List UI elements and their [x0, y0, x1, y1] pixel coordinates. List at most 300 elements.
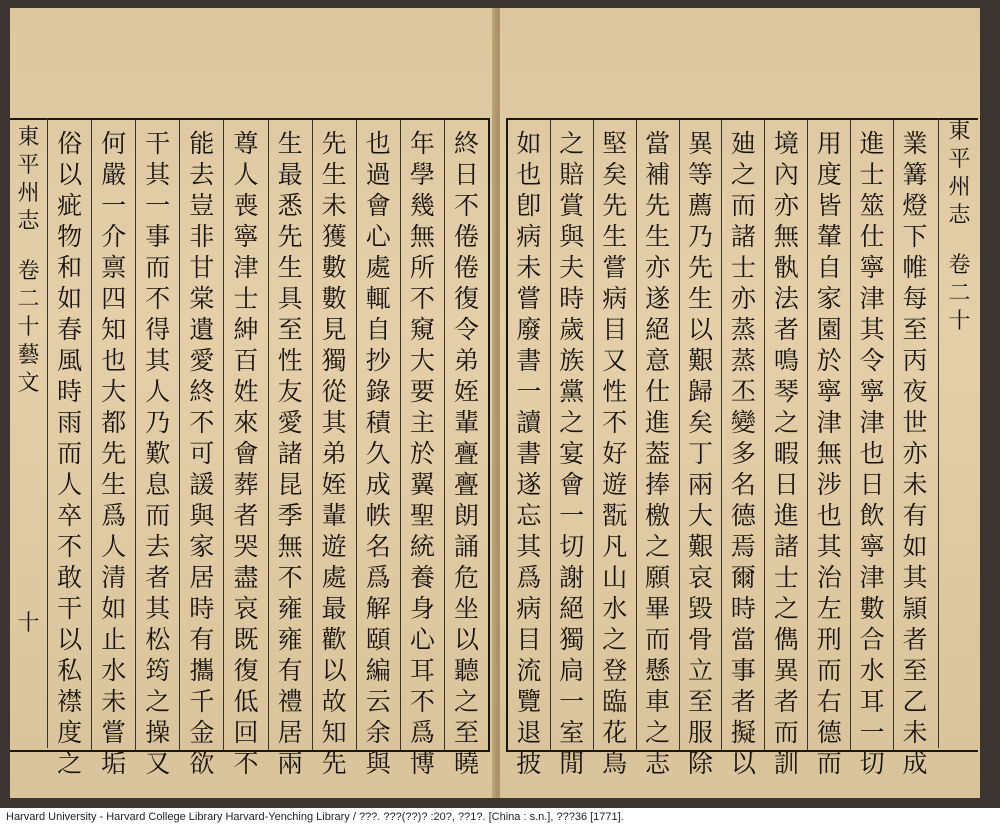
glyph: 輩	[453, 408, 479, 437]
glyph: 兩	[277, 749, 303, 778]
glyph: 頴	[902, 594, 928, 623]
glyph: 爾	[730, 563, 756, 592]
glyph: 亦	[773, 191, 799, 220]
glyph: 敢	[57, 563, 83, 592]
glyph: 暇	[773, 439, 799, 468]
glyph: 以	[688, 315, 714, 344]
glyph: 紳	[233, 315, 259, 344]
glyph: 未	[101, 687, 127, 716]
glyph: 檄	[645, 501, 671, 530]
glyph: 最	[321, 594, 347, 623]
glyph: 風	[57, 346, 83, 375]
glyph: 葬	[233, 470, 259, 499]
left-text-column	[268, 120, 312, 778]
library-caption: Harvard University - Harvard College Library Harvard-Yenching Library / ???. ???(??)? :20?, ??1?. [China : s.n.], ???36 [1771].	[6, 811, 624, 823]
glyph: 俗	[57, 129, 83, 158]
glyph: 爲	[101, 501, 127, 530]
glyph: 以	[453, 625, 479, 654]
glyph: 臨	[602, 687, 628, 716]
glyph: 得	[145, 315, 171, 344]
margin-title-glyph: 州	[17, 181, 40, 206]
left-text-column	[48, 120, 91, 778]
glyph: 不	[409, 687, 435, 716]
glyph: 物	[57, 222, 83, 251]
glyph: 用	[816, 129, 842, 158]
glyph: 積	[365, 408, 391, 437]
glyph: 禮	[277, 687, 303, 716]
glyph: 絕	[645, 315, 671, 344]
glyph: 春	[57, 315, 83, 344]
right-text-column	[850, 120, 893, 778]
glyph: 日	[453, 160, 479, 189]
glyph: 以	[730, 749, 756, 778]
glyph: 大	[101, 377, 127, 406]
glyph: 扃	[559, 656, 585, 685]
glyph: 終	[453, 129, 479, 158]
glyph: 賞	[559, 191, 585, 220]
glyph: 窺	[409, 315, 435, 344]
right-text-column	[550, 120, 593, 778]
glyph: 獨	[321, 346, 347, 375]
glyph: 人	[57, 470, 83, 499]
glyph: 謝	[559, 563, 585, 592]
glyph: 干	[57, 594, 83, 623]
glyph: 姓	[233, 377, 259, 406]
glyph: 仕	[859, 222, 885, 251]
margin-title-glyph: 平	[948, 147, 971, 172]
glyph: 遂	[516, 470, 542, 499]
glyph: 亦	[645, 253, 671, 282]
left-text-column	[223, 120, 267, 778]
right-page-frame	[506, 118, 978, 778]
glyph: 身	[409, 594, 435, 623]
glyph: 有	[902, 501, 928, 530]
left-text-column	[444, 120, 488, 778]
glyph: 其	[816, 532, 842, 561]
glyph: 不	[277, 563, 303, 592]
glyph: 當	[645, 129, 671, 158]
glyph: 家	[816, 284, 842, 313]
glyph: 捧	[645, 470, 671, 499]
glyph: 久	[365, 439, 391, 468]
glyph: 多	[730, 439, 756, 468]
glyph: 畢	[645, 594, 671, 623]
glyph: 復	[453, 284, 479, 313]
glyph: 筮	[859, 191, 885, 220]
glyph: 自	[365, 315, 391, 344]
glyph: 具	[277, 284, 303, 313]
glyph: 葢	[645, 439, 671, 468]
right-text-column	[893, 120, 936, 778]
glyph: 年	[409, 129, 435, 158]
left-text-column	[312, 120, 356, 778]
glyph: 艱	[688, 346, 714, 375]
glyph: 於	[409, 439, 435, 468]
glyph: 解	[365, 594, 391, 623]
glyph: 性	[602, 377, 628, 406]
glyph: 歡	[321, 625, 347, 654]
glyph: 也	[859, 439, 885, 468]
glyph: 倦	[453, 222, 479, 251]
glyph: 主	[409, 408, 435, 437]
glyph: 姪	[321, 470, 347, 499]
glyph: 諼	[189, 470, 215, 499]
glyph: 堅	[602, 129, 628, 158]
glyph: 遊	[321, 532, 347, 561]
glyph: 如	[902, 532, 928, 561]
glyph: 盡	[233, 563, 259, 592]
glyph: 丙	[902, 346, 928, 375]
glyph: 如	[57, 284, 83, 313]
glyph: 薦	[688, 191, 714, 220]
glyph: 寧	[816, 377, 842, 406]
glyph: 者	[730, 687, 756, 716]
glyph: 會	[559, 470, 585, 499]
glyph: 回	[233, 718, 259, 747]
glyph: 退	[516, 718, 542, 747]
glyph: 生	[277, 253, 303, 282]
glyph: 登	[602, 656, 628, 685]
glyph: 之	[730, 160, 756, 189]
glyph: 金	[189, 718, 215, 747]
glyph: 如	[101, 594, 127, 623]
glyph: 歎	[145, 439, 171, 468]
glyph: 筠	[145, 656, 171, 685]
glyph: 百	[233, 346, 259, 375]
glyph: 又	[145, 749, 171, 778]
glyph: 一	[516, 377, 542, 406]
glyph: 輩	[321, 501, 347, 530]
glyph: 能	[189, 129, 215, 158]
glyph: 廢	[516, 315, 542, 344]
glyph: 都	[101, 408, 127, 437]
glyph: 以	[321, 656, 347, 685]
glyph: 之	[57, 749, 83, 778]
glyph: 獨	[559, 625, 585, 654]
glyph: 士	[773, 563, 799, 592]
glyph: 一	[859, 718, 885, 747]
glyph: 時	[189, 594, 215, 623]
glyph: 遂	[645, 284, 671, 313]
glyph: 之	[559, 408, 585, 437]
glyph: 時	[57, 377, 83, 406]
glyph: 而	[816, 656, 842, 685]
glyph: 其	[321, 408, 347, 437]
glyph: 乃	[145, 408, 171, 437]
glyph: 先	[101, 439, 127, 468]
margin-title-glyph: 二	[948, 281, 971, 306]
glyph: 清	[101, 563, 127, 592]
glyph: 流	[516, 656, 542, 685]
glyph: 篝	[902, 160, 928, 189]
glyph: 又	[602, 346, 628, 375]
glyph: 會	[233, 439, 259, 468]
left-text-column	[400, 120, 444, 778]
glyph: 未	[516, 253, 542, 282]
glyph: 一	[559, 687, 585, 716]
glyph: 變	[730, 408, 756, 437]
glyph: 兩	[688, 470, 714, 499]
margin-title-glyph: 平	[17, 153, 40, 178]
glyph: 之	[602, 625, 628, 654]
glyph: 水	[602, 594, 628, 623]
glyph: 先	[277, 222, 303, 251]
glyph: 黨	[559, 377, 585, 406]
glyph: 無	[409, 222, 435, 251]
glyph: 私	[57, 656, 83, 685]
glyph: 不	[189, 408, 215, 437]
glyph: 至	[688, 687, 714, 716]
margin-title-glyph: 十	[948, 309, 971, 334]
glyph: 其	[145, 160, 171, 189]
glyph: 廸	[730, 129, 756, 158]
glyph: 寧	[233, 222, 259, 251]
glyph: 左	[816, 594, 842, 623]
glyph: 未	[321, 191, 347, 220]
glyph: 日	[859, 470, 885, 499]
glyph: 坐	[453, 594, 479, 623]
glyph: 朗	[453, 501, 479, 530]
glyph: 車	[645, 687, 671, 716]
glyph: 以	[57, 160, 83, 189]
glyph: 族	[559, 346, 585, 375]
glyph: 亹	[453, 439, 479, 468]
glyph: 進	[645, 408, 671, 437]
glyph: 令	[453, 315, 479, 344]
glyph: 其	[902, 563, 928, 592]
glyph: 禀	[101, 253, 127, 282]
glyph: 翼	[409, 470, 435, 499]
glyph: 人	[101, 532, 127, 561]
glyph: 好	[602, 439, 628, 468]
glyph: 亹	[453, 470, 479, 499]
glyph: 成	[365, 470, 391, 499]
glyph: 會	[365, 191, 391, 220]
glyph: 法	[773, 284, 799, 313]
glyph: 先	[321, 129, 347, 158]
glyph: 者	[773, 687, 799, 716]
glyph: 不	[602, 408, 628, 437]
glyph: 矣	[688, 408, 714, 437]
glyph: 抄	[365, 346, 391, 375]
glyph: 愛	[189, 346, 215, 375]
glyph: 姪	[453, 377, 479, 406]
glyph: 爲	[365, 563, 391, 592]
glyph: 干	[145, 129, 171, 158]
glyph: 其	[145, 594, 171, 623]
glyph: 生	[277, 129, 303, 158]
glyph: 先	[688, 253, 714, 282]
glyph: 諸	[277, 439, 303, 468]
glyph: 欲	[189, 749, 215, 778]
glyph: 丁	[688, 439, 714, 468]
glyph: 士	[730, 253, 756, 282]
glyph: 低	[233, 687, 259, 716]
left-text-column	[135, 120, 179, 778]
glyph: 先	[645, 191, 671, 220]
glyph: 治	[816, 563, 842, 592]
glyph: 幾	[409, 191, 435, 220]
glyph: 度	[57, 718, 83, 747]
glyph: 嘗	[516, 284, 542, 313]
glyph: 不	[145, 284, 171, 313]
margin-title-glyph: 志	[17, 209, 40, 234]
glyph: 內	[773, 160, 799, 189]
glyph: 無	[773, 222, 799, 251]
glyph: 目	[516, 625, 542, 654]
right-margin-title	[938, 118, 980, 748]
glyph: 耳	[859, 687, 885, 716]
glyph: 懸	[645, 656, 671, 685]
left-page	[10, 8, 496, 798]
glyph: 曉	[453, 749, 479, 778]
glyph: 要	[409, 377, 435, 406]
glyph: 儁	[773, 625, 799, 654]
glyph: 願	[645, 563, 671, 592]
glyph: 病	[602, 284, 628, 313]
glyph: 四	[101, 284, 127, 313]
margin-title-glyph: 州	[948, 175, 971, 200]
glyph: 服	[688, 718, 714, 747]
glyph: 學	[409, 160, 435, 189]
left-text-column	[91, 120, 135, 778]
margin-title-glyph: 二	[17, 287, 40, 312]
glyph: 訓	[773, 749, 799, 778]
glyph: 所	[409, 253, 435, 282]
glyph: 之	[559, 129, 585, 158]
glyph: 鳴	[773, 346, 799, 375]
glyph: 介	[101, 222, 127, 251]
glyph: 云	[365, 687, 391, 716]
glyph: 不	[57, 532, 83, 561]
glyph: 去	[145, 532, 171, 561]
glyph: 悉	[277, 191, 303, 220]
glyph: 而	[773, 718, 799, 747]
glyph: 止	[101, 625, 127, 654]
glyph: 花	[602, 718, 628, 747]
glyph: 飲	[859, 501, 885, 530]
glyph: 生	[688, 284, 714, 313]
glyph: 蒸	[730, 346, 756, 375]
glyph: 等	[688, 160, 714, 189]
glyph: 博	[409, 749, 435, 778]
glyph: 爲	[516, 563, 542, 592]
glyph: 蒸	[730, 315, 756, 344]
glyph: 至	[277, 315, 303, 344]
glyph: 時	[559, 284, 585, 313]
glyph: 喪	[233, 191, 259, 220]
glyph: 合	[859, 625, 885, 654]
glyph: 意	[645, 346, 671, 375]
glyph: 錄	[365, 377, 391, 406]
glyph: 諸	[773, 532, 799, 561]
glyph: 而	[645, 625, 671, 654]
glyph: 有	[189, 625, 215, 654]
glyph: 帙	[365, 501, 391, 530]
glyph: 無	[816, 439, 842, 468]
glyph: 下	[902, 222, 928, 251]
glyph: 耳	[409, 656, 435, 685]
glyph: 異	[688, 129, 714, 158]
glyph: 誦	[453, 532, 479, 561]
glyph: 危	[453, 563, 479, 592]
glyph: 而	[816, 749, 842, 778]
glyph: 亦	[730, 284, 756, 313]
glyph: 津	[859, 284, 885, 313]
glyph: 世	[902, 408, 928, 437]
glyph: 病	[516, 594, 542, 623]
glyph: 津	[859, 563, 885, 592]
glyph: 有	[277, 656, 303, 685]
right-text-column	[679, 120, 722, 778]
glyph: 心	[365, 222, 391, 251]
glyph: 仕	[645, 377, 671, 406]
margin-title-glyph: 卷	[17, 259, 40, 284]
glyph: 事	[730, 656, 756, 685]
right-text-column	[807, 120, 850, 778]
glyph: 襟	[57, 687, 83, 716]
glyph: 皆	[816, 191, 842, 220]
glyph: 松	[145, 625, 171, 654]
margin-title-glyph: 藝	[17, 343, 40, 368]
glyph: 愛	[277, 408, 303, 437]
glyph: 一	[145, 191, 171, 220]
margin-title-glyph: 東	[948, 119, 971, 144]
glyph: 之	[453, 687, 479, 716]
glyph: 而	[145, 253, 171, 282]
glyph: 燈	[902, 191, 928, 220]
glyph: 棠	[189, 284, 215, 313]
glyph: 復	[233, 656, 259, 685]
glyph: 非	[189, 222, 215, 251]
glyph: 書	[516, 346, 542, 375]
glyph: 人	[145, 377, 171, 406]
glyph: 處	[365, 253, 391, 282]
glyph: 余	[365, 718, 391, 747]
glyph: 自	[816, 253, 842, 282]
glyph: 生	[101, 470, 127, 499]
glyph: 以	[57, 625, 83, 654]
glyph: 哀	[233, 594, 259, 623]
glyph: 豈	[189, 191, 215, 220]
glyph: 時	[730, 594, 756, 623]
glyph: 數	[859, 594, 885, 623]
glyph: 生	[645, 222, 671, 251]
glyph: 尊	[233, 129, 259, 158]
glyph: 帷	[902, 253, 928, 282]
glyph: 水	[101, 656, 127, 685]
glyph: 當	[730, 625, 756, 654]
glyph: 垢	[101, 749, 127, 778]
glyph: 異	[773, 656, 799, 685]
glyph: 千	[189, 687, 215, 716]
glyph: 終	[189, 377, 215, 406]
glyph: 刑	[816, 625, 842, 654]
glyph: 夜	[902, 377, 928, 406]
glyph: 津	[816, 408, 842, 437]
glyph: 名	[365, 532, 391, 561]
glyph: 亦	[902, 439, 928, 468]
right-text-column	[764, 120, 807, 778]
glyph: 聖	[409, 501, 435, 530]
glyph: 成	[902, 749, 928, 778]
glyph: 雍	[277, 625, 303, 654]
glyph: 進	[773, 501, 799, 530]
glyph: 寧	[859, 253, 885, 282]
glyph: 其	[145, 346, 171, 375]
glyph: 編	[365, 656, 391, 685]
glyph: 養	[409, 563, 435, 592]
